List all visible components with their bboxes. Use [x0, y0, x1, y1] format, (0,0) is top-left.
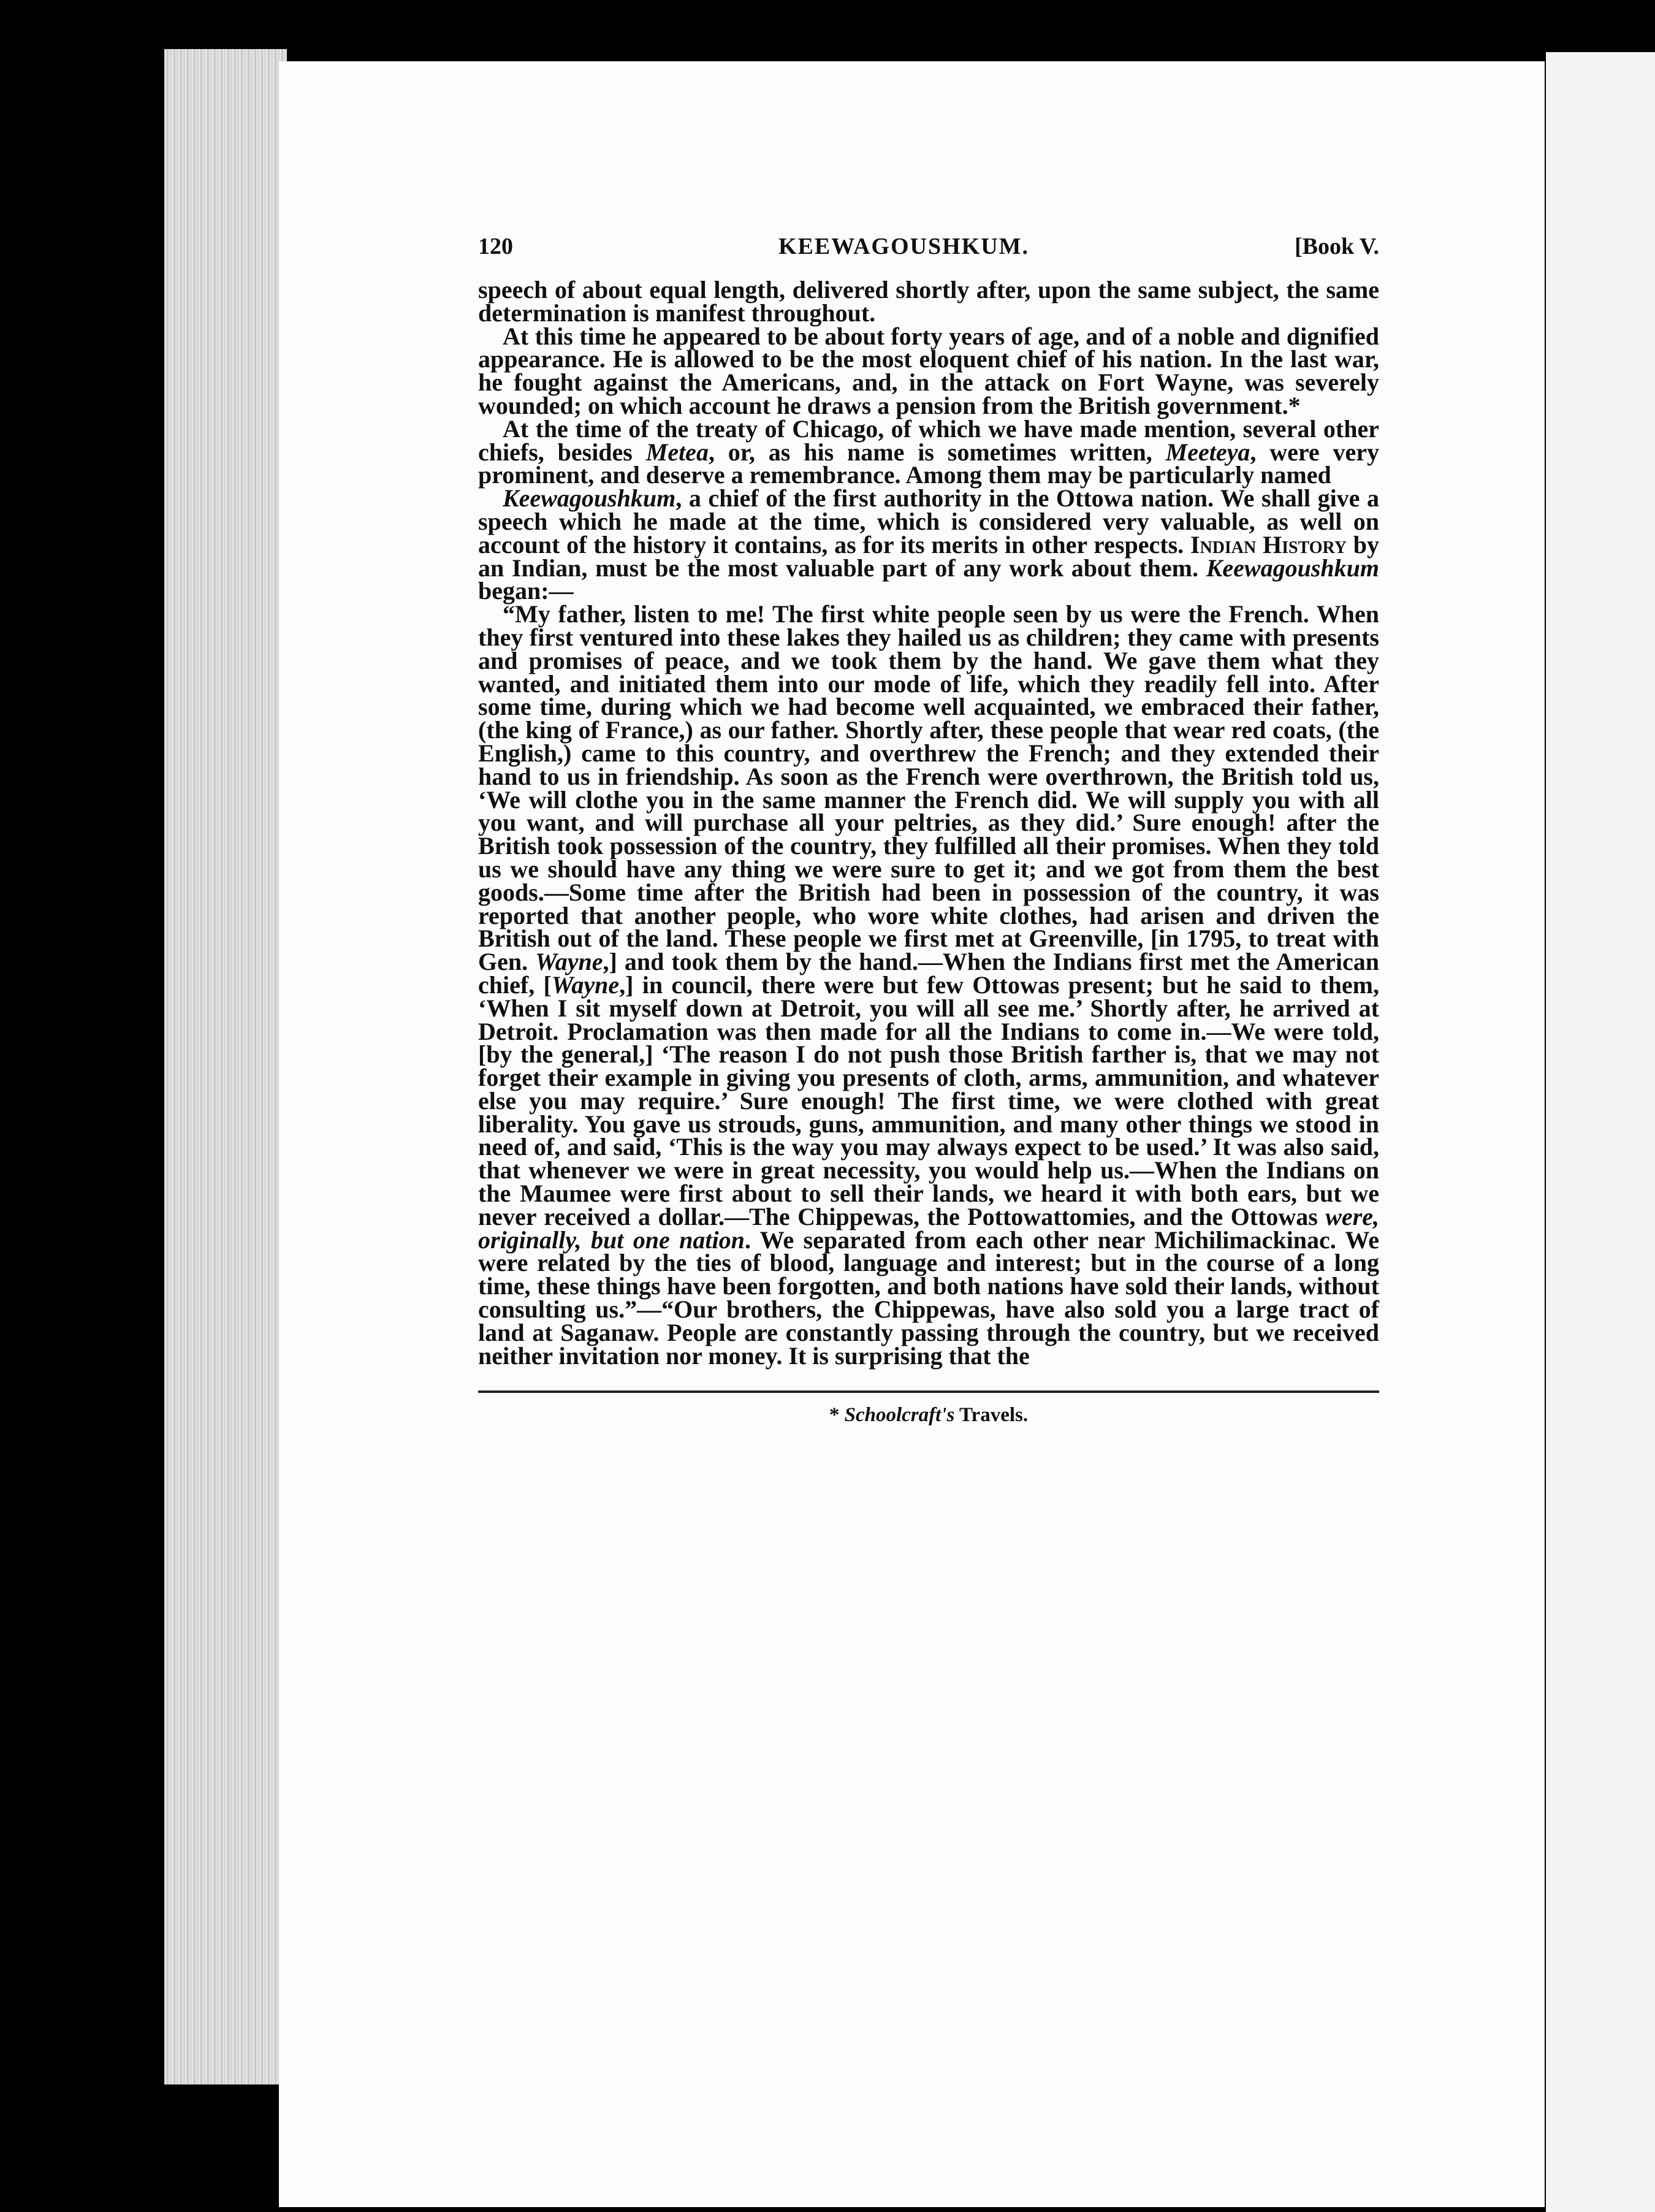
footnote-author: Schoolcraft's: [844, 1404, 955, 1427]
running-title: KEEWAGOUSHKUM.: [778, 234, 1030, 259]
paragraph-4: Keewagoushkum, a chief of the first authority in the Ottowa nation. We shall give a speech which he made at the time, which is considered very valuable, as well on account of the history it contains, as for its merits in other respects. Indian History by an Indian, must be the most valuable part of any work about them. Keewagoushkum began:—: [478, 484, 1380, 605]
book-page-edges: [164, 49, 287, 2084]
book-section: [Book V.: [1294, 234, 1379, 259]
name-wayne-2: Wayne: [551, 971, 620, 999]
name-meeteya: Meeteya: [1165, 438, 1250, 466]
paragraph-2: At this time he appeared to be about forty years of age, and of a noble and dignified appearance. He is allowed to be the most eloquent chief of his nation. In the last war, he fought against the Americans, and, in the attack on Fort Wayne, was severely wounded; on which account he draws a pension from the British government.*: [478, 322, 1379, 419]
emphasis-one-nation: were, originally, but one nation: [478, 1202, 1379, 1254]
indian-history-smallcaps: Indian History: [1190, 530, 1347, 559]
name-wayne: Wayne: [535, 948, 603, 976]
adjacent-page-edge: [1546, 52, 1655, 2212]
paragraph-3: At the time of the treaty of Chicago, of which we have made mention, several other chiefs, besides Metea, or, as his name is sometimes written, Meeteya, were very prominent, and deserve a remembrance. Among them may be particularly named: [478, 414, 1380, 489]
paragraph-1: speech of about equal length, delivered shortly after, upon the same subject, the same determination is manifest throughout.: [478, 276, 1379, 327]
footnote: * Schoolcraft's Travels.: [829, 1404, 1029, 1427]
name-keewagoushkum-2: Keewagoushkum: [1206, 554, 1379, 582]
footnote-rule: [478, 1390, 1379, 1393]
name-keewagoushkum: Keewagoushkum: [503, 484, 676, 513]
running-head: [478, 233, 1379, 260]
page-number: 120: [478, 234, 513, 259]
paragraph-5-speech: “My father, listen to me! The first white people seen by us were the French. When they first ventured into these lakes they hailed us as children; they came with presents and promises of peace, and we took them by the hand. We gave them what they wanted, and initiated them into our mode of life, which they readily fell into. After some time, during which we had become well acquainted, we embraced their father, (the king of France,) as our father. Shortly after, these people that wear red coats, (the English,) came to this country, and overthrew the French; and they extended their hand to us in friendship. As soon as the French were overthrown, the British told us, ‘We will clothe you in the same manner the French did. We will supply you with all you want, and will purchase all your peltries, as they did.’ Sure enough! after the British took possession of the country, they fulfilled all their promises. When they told us we should have any thing we were sure to get it; and we got from them the best goods.—Some time after the British had been in possession of the country, it was reported that another people, who wore white clothes, had arisen and driven the British out of the land. These people we first met at Greenville, [in 1795, to treat with Gen. Wayne,] and took them by the hand.—When the Indians first met the American chief, [Wayne,] in council, there were but few Ottowas present; but he said to them, ‘When I sit myself down at Detroit, you will all see me.’ Shortly after, he arrived at Detroit. Proclamation was then made for all the Indians to come in.—We were told, [by the general,] ‘The reason I do not push those British farther is, that we may not forget their example in giving you presents of cloth, arms, ammunition, and whatever else you may require.’ Sure enough! The first time, we were clothed with great liberality. You gave us strouds, guns, ammunition, and many other things we stood in need of, and said, ‘This is the way you may always expect to be used.’ It was also said, that whenever we were in great necessity, you would help us.—When the Indians on the Maumee were first about to sell their lands, we heard it with both ears, but we never received a dollar.—The Chippewas, the Pottowattomies, and the Ottowas were, originally, but one nation. We separated from each other near Michilimackinac. We were related by the ties of blood, language and interest; but in the course of a long time, these things have been forgotten, and both nations have sold their lands, without consulting us.”—“Our brothers, the Chippewas, have also sold you a large tract of land at Saganaw. People are constantly passing through the country, but we received neither invitation nor money. It is surprising that the: [478, 600, 1379, 1370]
name-metea: Metea: [645, 438, 709, 466]
page-text-block: [478, 233, 1379, 1427]
